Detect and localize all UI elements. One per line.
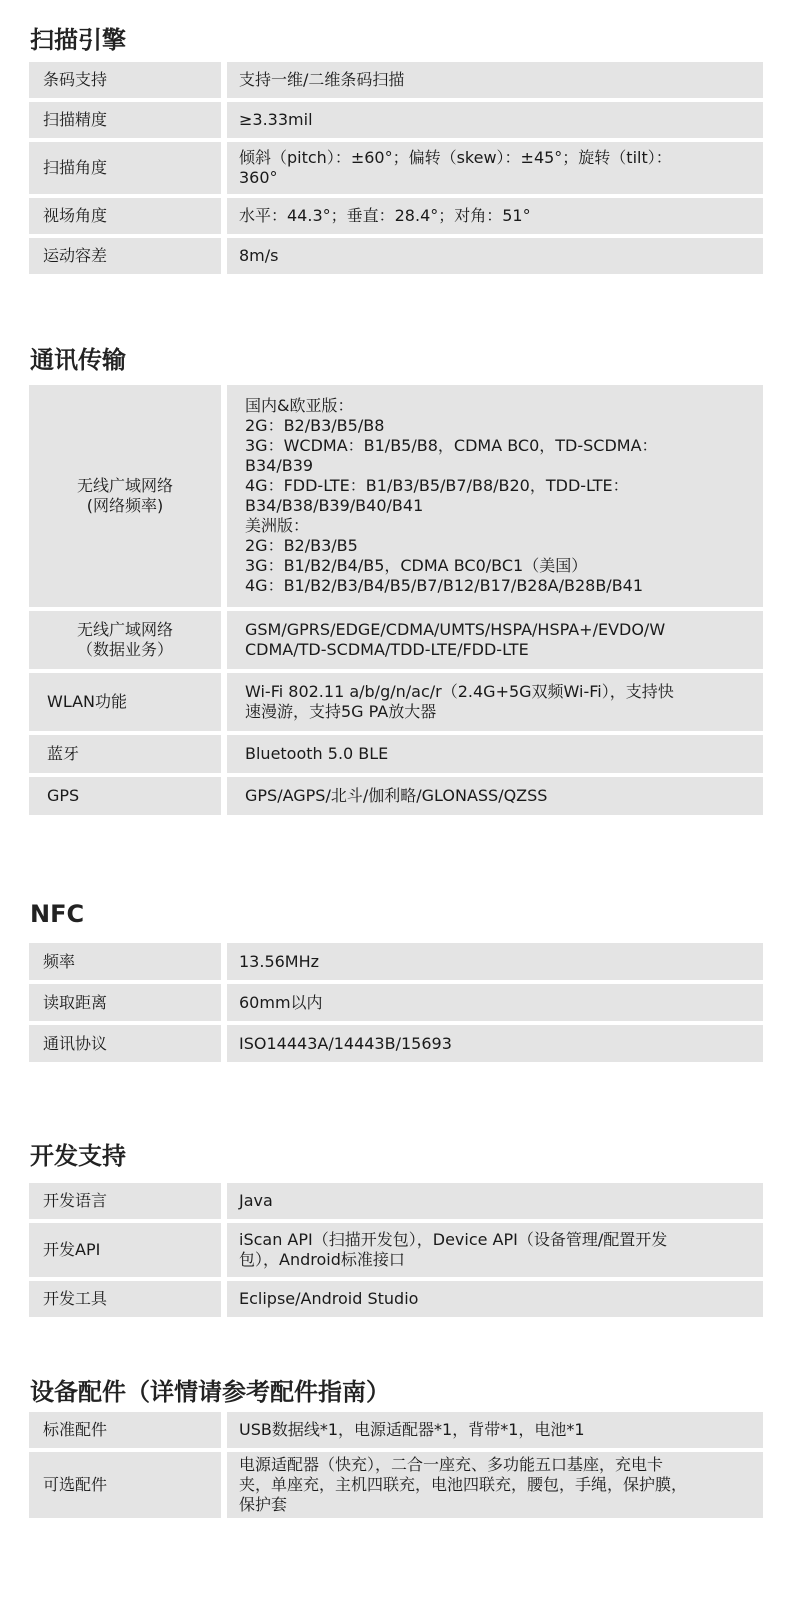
table-row — [29, 673, 763, 731]
row-value: 水平：44.3°；垂直：28.4°；对角：51° — [227, 198, 763, 234]
section-title-scan-engine: 扫描引擎 — [30, 26, 126, 54]
spec-table-scan-engine — [29, 62, 763, 278]
row-label: 标准配件 — [29, 1412, 221, 1448]
section-title-dev-support: 开发支持 — [30, 1142, 126, 1170]
row-value: 支持一维/二维条码扫描 — [227, 62, 763, 98]
row-value: ISO14443A/14443B/15693 — [227, 1025, 763, 1062]
row-label: 无线广域网络 （数据业务） — [29, 611, 221, 669]
row-label: 开发语言 — [29, 1183, 221, 1219]
row-label: GPS — [29, 777, 221, 815]
row-value: Java — [227, 1183, 763, 1219]
table-row — [29, 198, 763, 234]
table-row — [29, 1025, 763, 1062]
row-value: 13.56MHz — [227, 943, 763, 980]
table-row — [29, 611, 763, 669]
row-label: WLAN功能 — [29, 673, 221, 731]
row-label: 读取距离 — [29, 984, 221, 1021]
row-value: Wi-Fi 802.11 a/b/g/n/ac/r（2.4G+5G双频Wi-Fi），支持快 速漫游，支持5G PA放大器 — [227, 673, 763, 731]
row-value: 电源适配器（快充），二合一座充、多功能五口基座，充电卡 夹，单座充，主机四联充，电池四联充，腰包，手绳，保护膜， 保护套 — [227, 1452, 763, 1518]
row-label: 无线广域网络 (网络频率) — [29, 385, 221, 607]
table-row — [29, 238, 763, 274]
row-value: USB数据线*1，电源适配器*1，背带*1，电池*1 — [227, 1412, 763, 1448]
row-label: 视场角度 — [29, 198, 221, 234]
row-label: 运动容差 — [29, 238, 221, 274]
row-value: 8m/s — [227, 238, 763, 274]
row-value: 60mm以内 — [227, 984, 763, 1021]
table-row — [29, 1412, 763, 1448]
row-label: 开发工具 — [29, 1281, 221, 1317]
spec-table-nfc — [29, 943, 763, 1066]
table-row — [29, 1223, 763, 1277]
row-label: 扫描角度 — [29, 142, 221, 194]
section-title-communication: 通讯传输 — [30, 346, 126, 374]
row-label: 扫描精度 — [29, 102, 221, 138]
spec-table-dev-support — [29, 1183, 763, 1321]
table-row — [29, 1281, 763, 1317]
row-value: iScan API（扫描开发包），Device API（设备管理/配置开发 包），Android标准接口 — [227, 1223, 763, 1277]
table-row — [29, 385, 763, 607]
row-value: 国内&欧亚版： 2G：B2/B3/B5/B8 3G：WCDMA：B1/B5/B8，CDMA BC0，TD-SCDMA： B34/B39 4G：FDD-LTE：B1/B3/B5/B7/B8/B20，TDD-LTE： B34/B38/B39/B40/B41 美洲版： 2G：B2/B3/B5 3G：B1/B2/B4/B5，CDMA BC0/BC1（美国） 4G：B1/B2/B3/B4/B5/B7/B12/B17/B28A/B28B/B41 — [227, 385, 763, 607]
row-value: ≥3.33mil — [227, 102, 763, 138]
section-title-accessories: 设备配件（详情请参考配件指南） — [30, 1378, 390, 1406]
table-row — [29, 943, 763, 980]
row-label: 开发API — [29, 1223, 221, 1277]
row-label: 条码支持 — [29, 62, 221, 98]
row-value: 倾斜（pitch）：±60°；偏转（skew）：±45°；旋转（tilt）： 360° — [227, 142, 763, 194]
spec-table-accessories — [29, 1412, 763, 1522]
spec-table-communication — [29, 385, 763, 819]
table-row — [29, 142, 763, 194]
row-value: Eclipse/Android Studio — [227, 1281, 763, 1317]
table-row — [29, 984, 763, 1021]
row-value: GPS/AGPS/北斗/伽利略/GLONASS/QZSS — [227, 777, 763, 815]
table-row — [29, 102, 763, 138]
row-label: 频率 — [29, 943, 221, 980]
row-label: 蓝牙 — [29, 735, 221, 773]
row-value: GSM/GPRS/EDGE/CDMA/UMTS/HSPA/HSPA+/EVDO/W CDMA/TD-SCDMA/TDD-LTE/FDD-LTE — [227, 611, 763, 669]
table-row — [29, 777, 763, 815]
table-row — [29, 735, 763, 773]
row-label: 通讯协议 — [29, 1025, 221, 1062]
table-row — [29, 1183, 763, 1219]
row-value: Bluetooth 5.0 BLE — [227, 735, 763, 773]
table-row — [29, 62, 763, 98]
table-row — [29, 1452, 763, 1518]
row-label: 可选配件 — [29, 1452, 221, 1518]
section-title-nfc: NFC — [30, 900, 85, 928]
